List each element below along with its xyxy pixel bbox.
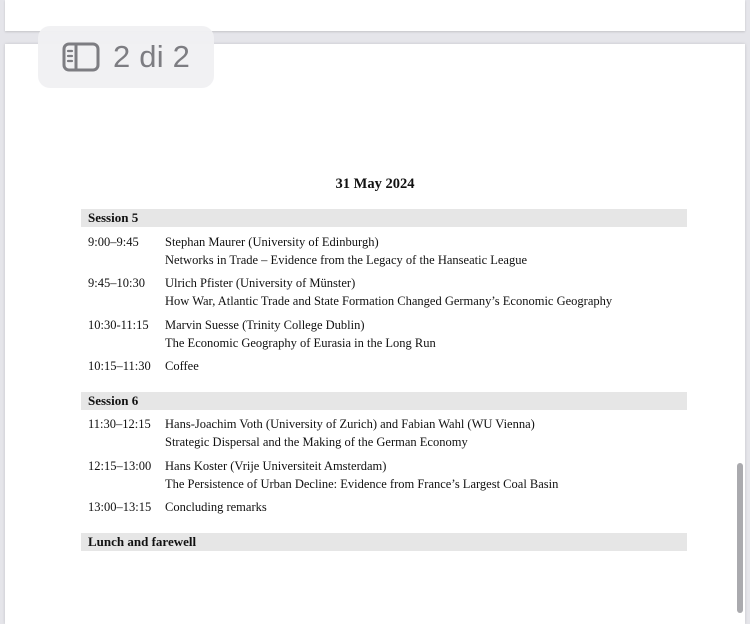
speaker: Marvin Suesse (Trinity College Dublin) xyxy=(165,318,365,332)
speaker: Hans-Joachim Voth (University of Zurich) and Fabian Wahl (WU Vienna) xyxy=(165,417,535,431)
session-6-header: Session 6 xyxy=(81,392,687,410)
sidebar-icon xyxy=(62,42,100,72)
break-label: Coffee xyxy=(165,359,199,373)
talk-title: The Economic Geography of Eurasia in the Long Run xyxy=(165,336,436,350)
session-5-header: Session 5 xyxy=(81,209,687,227)
talk-title: Strategic Dispersal and the Making of the German Economy xyxy=(165,435,468,449)
speaker: Hans Koster (Vrije Universiteit Amsterdam) xyxy=(165,459,387,473)
time-slot: 11:30–12:15 xyxy=(88,417,151,431)
speaker: Stephan Maurer (University of Edinburgh) xyxy=(165,235,379,249)
time-slot: 9:00–9:45 xyxy=(88,235,139,249)
program-date: 31 May 2024 xyxy=(335,176,415,192)
talk-title: The Persistence of Urban Decline: Evidence from France’s Largest Coal Basin xyxy=(165,477,559,491)
time-slot: 13:00–13:15 xyxy=(88,500,152,514)
page-indicator-label: 2 di 2 xyxy=(113,39,191,74)
time-slot: 12:15–13:00 xyxy=(88,459,152,473)
time-slot: 10:15–11:30 xyxy=(88,359,151,373)
time-slot: 10:30-11:15 xyxy=(88,318,149,332)
talk-title: Networks in Trade – Evidence from the Legacy of the Hanseatic League xyxy=(165,253,528,267)
talk-title: How War, Atlantic Trade and State Formation Changed Germany’s Economic Geography xyxy=(165,294,613,308)
scrollbar[interactable] xyxy=(737,463,743,613)
closing-header: Lunch and farewell xyxy=(81,533,687,551)
page-indicator[interactable] xyxy=(38,26,214,88)
closing-remarks-label: Concluding remarks xyxy=(165,500,267,514)
time-slot: 9:45–10:30 xyxy=(88,276,145,290)
speaker: Ulrich Pfister (University of Münster) xyxy=(165,276,356,290)
